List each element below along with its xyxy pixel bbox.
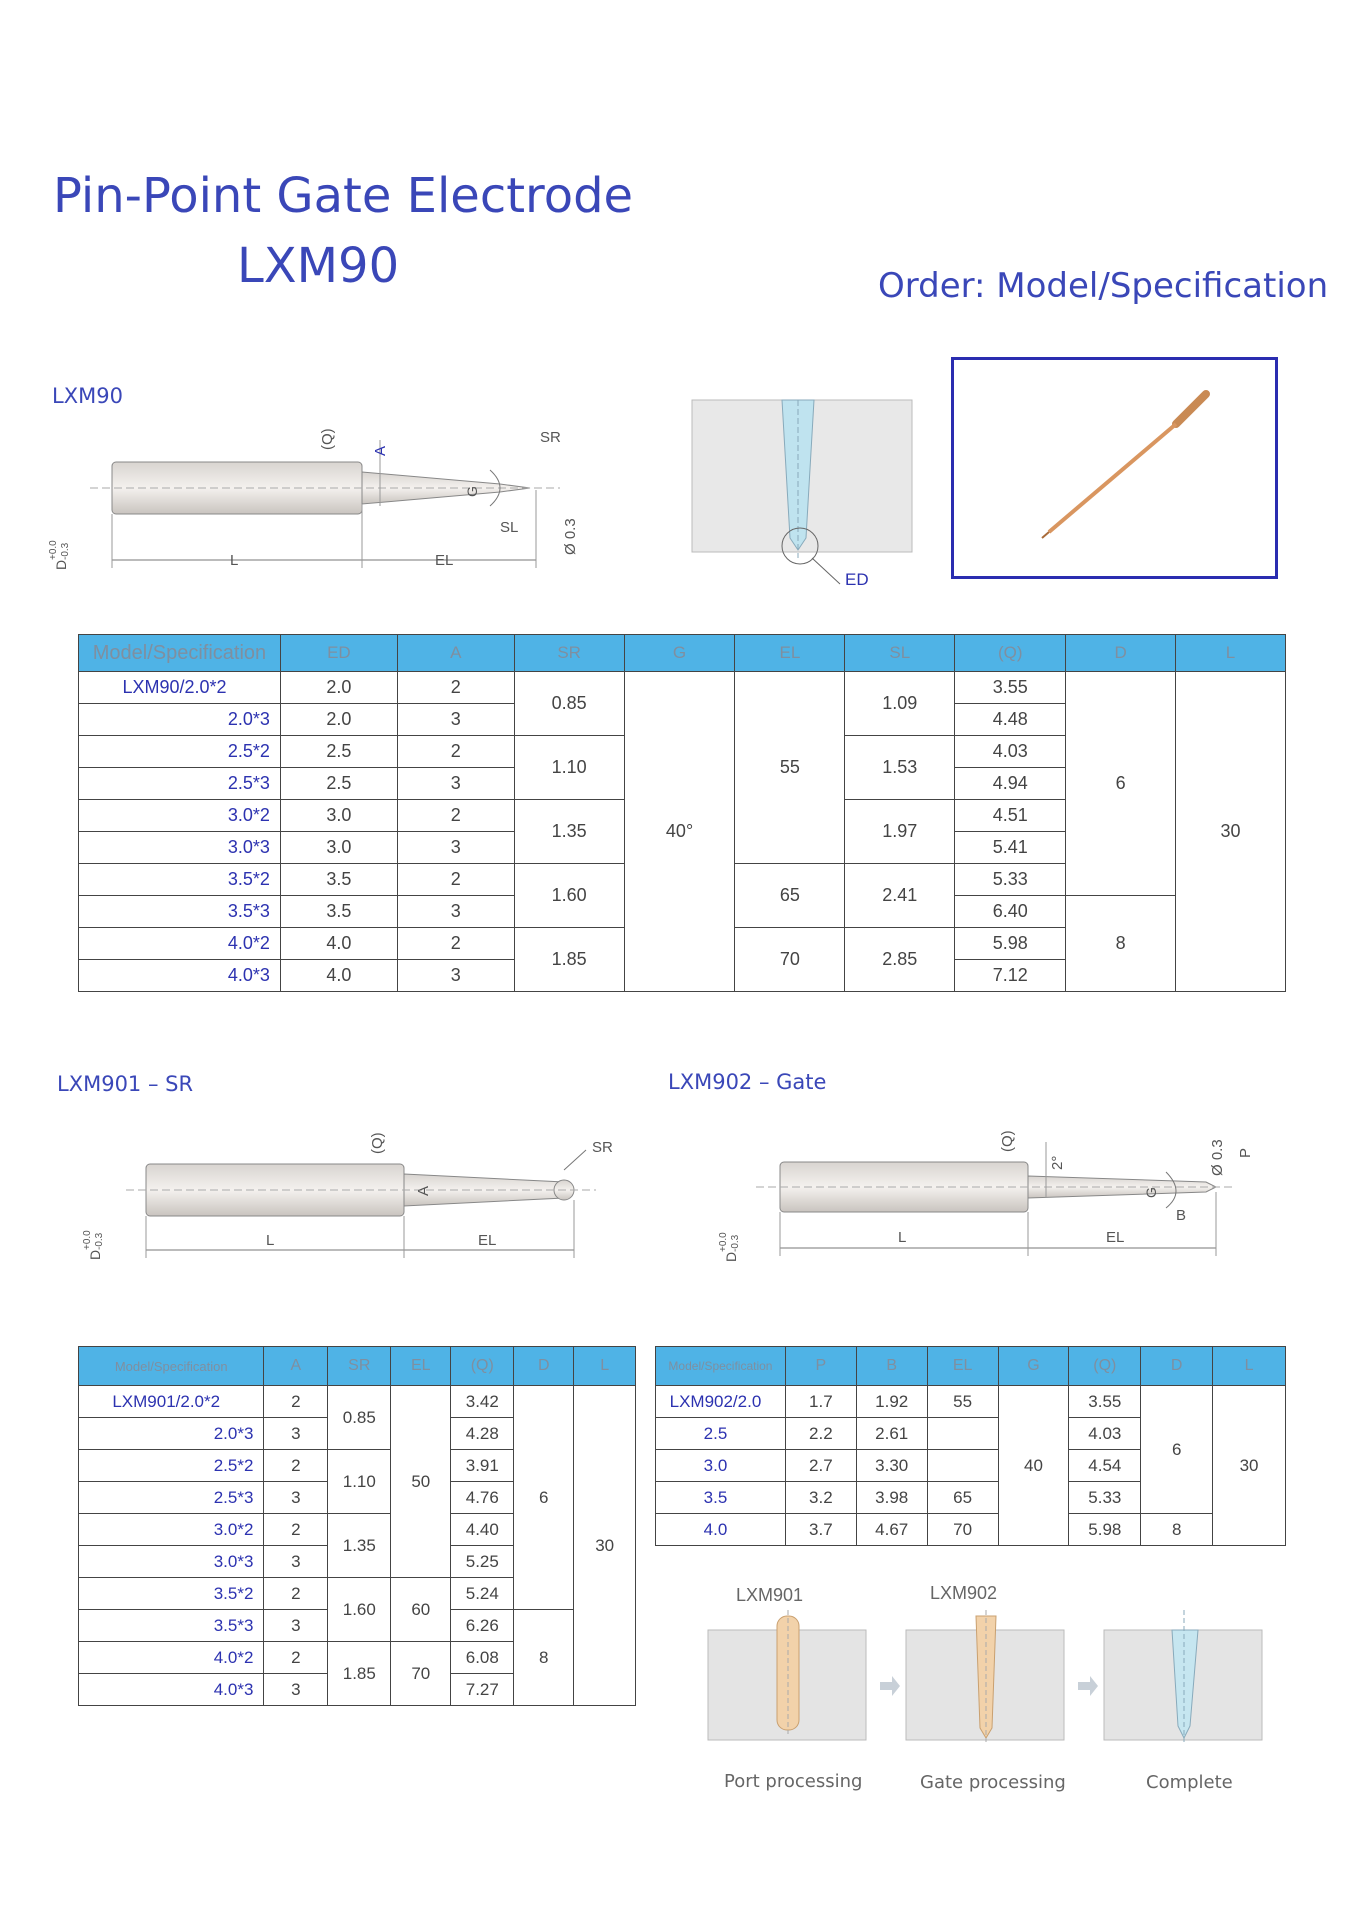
a-cell: 3 xyxy=(397,768,514,800)
lxm902-spec-table xyxy=(655,1346,1286,1546)
el-cell xyxy=(927,1418,998,1450)
d-cell: 6 xyxy=(514,1386,574,1610)
g-cell: 40 xyxy=(998,1386,1069,1546)
q-cell: 5.98 xyxy=(955,928,1066,960)
lxm901-label-q: (Q) xyxy=(369,1132,386,1154)
order-note: Order: Model/Specification xyxy=(878,266,1329,306)
lxm901-drawing xyxy=(82,1120,626,1280)
column-header: L xyxy=(1176,635,1286,672)
model-cell: 3.5*2 xyxy=(79,864,281,896)
sl-cell: 1.53 xyxy=(845,736,955,800)
caption-complete: Complete xyxy=(1146,1772,1233,1793)
lxm902-label-q: (Q) xyxy=(999,1130,1016,1152)
model-cell: 3.0 xyxy=(656,1450,786,1482)
a-cell: 2 xyxy=(397,864,514,896)
page-subtitle: LXM90 xyxy=(237,238,400,294)
table-row xyxy=(656,1514,1286,1546)
el-cell: 70 xyxy=(391,1642,451,1706)
q-cell: 4.28 xyxy=(451,1418,514,1450)
a-cell: 2 xyxy=(397,672,514,704)
q-cell: 3.42 xyxy=(451,1386,514,1418)
lxm90-label-g: G xyxy=(464,486,480,497)
ed-cell: 2.5 xyxy=(280,736,397,768)
el-cell: 60 xyxy=(391,1578,451,1642)
lxm90-label-q: (Q) xyxy=(319,428,336,450)
q-cell: 4.94 xyxy=(955,768,1066,800)
sl-cell: 2.85 xyxy=(845,928,955,992)
caption-gate-processing: Gate processing xyxy=(920,1772,1066,1793)
caption-port-processing: Port processing xyxy=(724,1771,863,1792)
d-cell: 8 xyxy=(1141,1514,1213,1546)
el-cell xyxy=(927,1450,998,1482)
column-header: L xyxy=(1213,1347,1286,1386)
section-view-label-ed: ED xyxy=(845,570,869,589)
column-header: D xyxy=(514,1347,574,1386)
lxm901-label-d-tol-bottom: -0.3 xyxy=(94,1232,105,1250)
sr-cell: 1.35 xyxy=(328,1514,391,1578)
p-cell: 2.7 xyxy=(785,1450,856,1482)
table-header-row xyxy=(656,1347,1286,1386)
lxm902-label-d-tol-top: +0.0 xyxy=(718,1232,729,1252)
a-cell: 3 xyxy=(264,1482,328,1514)
lxm901-label-sr: SR xyxy=(592,1139,613,1156)
a-cell: 2 xyxy=(397,800,514,832)
ed-cell: 4.0 xyxy=(280,928,397,960)
q-cell: 4.03 xyxy=(955,736,1066,768)
column-header: A xyxy=(264,1347,328,1386)
lxm90-label-sl: SL xyxy=(500,519,519,536)
sr-cell: 1.85 xyxy=(514,928,624,992)
p-cell: 3.7 xyxy=(785,1514,856,1546)
column-header: D xyxy=(1141,1347,1213,1386)
column-header: A xyxy=(397,635,514,672)
q-cell: 5.25 xyxy=(451,1546,514,1578)
lxm90-label-d-tol-bottom: -0.3 xyxy=(60,542,71,560)
a-cell: 3 xyxy=(397,960,514,992)
q-cell: 5.98 xyxy=(1069,1514,1141,1546)
lxm90-label-el: EL xyxy=(435,552,454,569)
model-cell: 2.0*3 xyxy=(79,704,281,736)
table-row xyxy=(656,1386,1286,1418)
q-cell: 4.40 xyxy=(451,1514,514,1546)
d-cell: 8 xyxy=(514,1610,574,1706)
a-cell: 3 xyxy=(264,1610,328,1642)
sr-cell: 1.35 xyxy=(514,800,624,864)
q-cell: 7.27 xyxy=(451,1674,514,1706)
arrow-right-icon xyxy=(880,1676,900,1696)
q-cell: 5.33 xyxy=(955,864,1066,896)
section-label-lxm901: LXM901 – SR xyxy=(57,1072,194,1096)
b-cell: 4.67 xyxy=(856,1514,927,1546)
a-cell: 2 xyxy=(397,928,514,960)
section-label-lxm902: LXM902 – Gate xyxy=(668,1070,827,1094)
table-header-row xyxy=(79,1347,636,1386)
column-header: EL xyxy=(927,1347,998,1386)
ed-cell: 3.0 xyxy=(280,832,397,864)
lxm901-spec-table xyxy=(78,1346,636,1706)
a-cell: 3 xyxy=(264,1546,328,1578)
q-cell: 3.55 xyxy=(955,672,1066,704)
lxm902-label-g: G xyxy=(1143,1187,1159,1198)
column-header: Model/Specification xyxy=(656,1347,786,1386)
column-header: Model/Specification xyxy=(79,1347,264,1386)
sl-cell: 2.41 xyxy=(845,864,955,928)
b-cell: 2.61 xyxy=(856,1418,927,1450)
sr-cell: 0.85 xyxy=(328,1386,391,1450)
model-cell: 3.0*3 xyxy=(79,1546,264,1578)
ed-cell: 3.0 xyxy=(280,800,397,832)
lxm902-label-dia: Ø 0.3 xyxy=(1209,1139,1226,1176)
model-cell: 2.5*3 xyxy=(79,768,281,800)
lxm90-label-dia: Ø 0.3 xyxy=(562,518,579,555)
lxm901-label-d: D xyxy=(87,1249,103,1260)
d-cell: 6 xyxy=(1141,1386,1213,1514)
table-row xyxy=(79,672,1286,704)
arrow-right-icon xyxy=(1078,1676,1098,1696)
ed-cell: 3.5 xyxy=(280,896,397,928)
lxm902-label-l: L xyxy=(898,1229,907,1246)
product-photo xyxy=(951,357,1278,579)
model-cell: LXM90/2.0*2 xyxy=(79,672,281,704)
el-cell: 65 xyxy=(927,1482,998,1514)
lxm90-label-d: D xyxy=(53,559,69,570)
column-header: ED xyxy=(280,635,397,672)
lxm902-label-el: EL xyxy=(1106,1229,1125,1246)
lxm90-drawing xyxy=(48,420,600,580)
model-cell: 2.5 xyxy=(656,1418,786,1450)
el-cell: 65 xyxy=(735,864,845,928)
process-diagram xyxy=(706,1610,1266,1770)
q-cell: 5.33 xyxy=(1069,1482,1141,1514)
q-cell: 7.12 xyxy=(955,960,1066,992)
electrode-photo-icon xyxy=(954,360,1275,576)
lxm902-label-angle: 2° xyxy=(1049,1155,1066,1170)
el-cell: 70 xyxy=(927,1514,998,1546)
q-cell: 4.54 xyxy=(1069,1450,1141,1482)
lxm90-label-l: L xyxy=(230,552,239,569)
page-title: Pin-Point Gate Electrode xyxy=(53,168,634,224)
b-cell: 3.30 xyxy=(856,1450,927,1482)
p-cell: 3.2 xyxy=(785,1482,856,1514)
q-cell: 5.41 xyxy=(955,832,1066,864)
model-cell: 4.0*2 xyxy=(79,928,281,960)
table-row xyxy=(79,1386,636,1418)
lxm901-label-l: L xyxy=(266,1232,275,1249)
sr-cell: 1.10 xyxy=(514,736,624,800)
ed-cell: 2.5 xyxy=(280,768,397,800)
q-cell: 4.51 xyxy=(955,800,1066,832)
section-view-drawing xyxy=(690,398,930,598)
lxm90-label-a: A xyxy=(372,445,389,456)
process-step2-label: LXM902 xyxy=(930,1583,998,1603)
sr-cell: 1.60 xyxy=(514,864,624,928)
table-header-row xyxy=(79,635,1286,672)
a-cell: 3 xyxy=(397,832,514,864)
column-header: D xyxy=(1066,635,1176,672)
b-cell: 3.98 xyxy=(856,1482,927,1514)
model-cell: 4.0*2 xyxy=(79,1642,264,1674)
ed-cell: 3.5 xyxy=(280,864,397,896)
a-cell: 3 xyxy=(264,1418,328,1450)
lxm90-label-d-tol-top: +0.0 xyxy=(48,540,59,560)
lxm901-label-d-tol-top: +0.0 xyxy=(82,1230,93,1250)
lxm90-spec-table xyxy=(78,634,1286,992)
column-header: (Q) xyxy=(1069,1347,1141,1386)
model-cell: 2.0*3 xyxy=(79,1418,264,1450)
column-header: (Q) xyxy=(451,1347,514,1386)
sr-cell: 1.85 xyxy=(328,1642,391,1706)
q-cell: 6.40 xyxy=(955,896,1066,928)
a-cell: 3 xyxy=(264,1674,328,1706)
b-cell: 1.92 xyxy=(856,1386,927,1418)
model-cell: 4.0*3 xyxy=(79,960,281,992)
model-cell: 3.0*3 xyxy=(79,832,281,864)
a-cell: 3 xyxy=(397,704,514,736)
q-cell: 3.55 xyxy=(1069,1386,1141,1418)
lxm902-label-b: B xyxy=(1176,1207,1187,1224)
model-cell: 3.0*2 xyxy=(79,1514,264,1546)
a-cell: 3 xyxy=(397,896,514,928)
a-cell: 2 xyxy=(397,736,514,768)
model-cell: 3.5*2 xyxy=(79,1578,264,1610)
l-cell: 30 xyxy=(574,1386,636,1706)
model-cell: LXM902/2.0 xyxy=(656,1386,786,1418)
ed-cell: 2.0 xyxy=(280,672,397,704)
d-cell: 6 xyxy=(1066,672,1176,896)
model-cell: 3.5*3 xyxy=(79,1610,264,1642)
a-cell: 2 xyxy=(264,1450,328,1482)
column-header: L xyxy=(574,1347,636,1386)
a-cell: 2 xyxy=(264,1514,328,1546)
column-header: P xyxy=(785,1347,856,1386)
el-cell: 50 xyxy=(391,1386,451,1578)
lxm901-label-el: EL xyxy=(478,1232,497,1249)
column-header: B xyxy=(856,1347,927,1386)
model-cell: 3.5*3 xyxy=(79,896,281,928)
d-cell: 8 xyxy=(1066,896,1176,992)
model-cell: 3.0*2 xyxy=(79,800,281,832)
model-cell: LXM901/2.0*2 xyxy=(79,1386,264,1418)
q-cell: 4.48 xyxy=(955,704,1066,736)
column-header: EL xyxy=(735,635,845,672)
g-cell: 40° xyxy=(624,672,735,992)
el-cell: 55 xyxy=(735,672,845,864)
column-header: SL xyxy=(845,635,955,672)
lxm902-label-d: D xyxy=(723,1251,739,1262)
sr-cell: 1.60 xyxy=(328,1578,391,1642)
column-header: SR xyxy=(328,1347,391,1386)
column-header: SR xyxy=(514,635,624,672)
q-cell: 5.24 xyxy=(451,1578,514,1610)
model-cell: 3.5 xyxy=(656,1482,786,1514)
column-header: G xyxy=(998,1347,1069,1386)
section-label-lxm90: LXM90 xyxy=(52,384,123,408)
lxm902-label-d-tol-bottom: -0.3 xyxy=(730,1234,741,1252)
q-cell: 6.08 xyxy=(451,1642,514,1674)
lxm902-drawing xyxy=(716,1112,1276,1272)
column-header: Model/Specification xyxy=(79,635,281,672)
sr-cell: 0.85 xyxy=(514,672,624,736)
q-cell: 4.03 xyxy=(1069,1418,1141,1450)
column-header: G xyxy=(624,635,735,672)
a-cell: 2 xyxy=(264,1578,328,1610)
sl-cell: 1.97 xyxy=(845,800,955,864)
process-step1-label: LXM901 xyxy=(736,1585,804,1605)
model-cell: 2.5*2 xyxy=(79,1450,264,1482)
model-cell: 2.5*3 xyxy=(79,1482,264,1514)
a-cell: 2 xyxy=(264,1642,328,1674)
column-header: EL xyxy=(391,1347,451,1386)
sr-cell: 1.10 xyxy=(328,1450,391,1514)
model-cell: 4.0 xyxy=(656,1514,786,1546)
l-cell: 30 xyxy=(1176,672,1286,992)
lxm90-label-sr: SR xyxy=(540,429,561,446)
sl-cell: 1.09 xyxy=(845,672,955,736)
model-cell: 4.0*3 xyxy=(79,1674,264,1706)
a-cell: 2 xyxy=(264,1386,328,1418)
q-cell: 6.26 xyxy=(451,1610,514,1642)
q-cell: 3.91 xyxy=(451,1450,514,1482)
p-cell: 2.2 xyxy=(785,1418,856,1450)
el-cell: 55 xyxy=(927,1386,998,1418)
model-cell: 2.5*2 xyxy=(79,736,281,768)
lxm901-label-a: A xyxy=(415,1185,432,1196)
p-cell: 1.7 xyxy=(785,1386,856,1418)
el-cell: 70 xyxy=(735,928,845,992)
ed-cell: 4.0 xyxy=(280,960,397,992)
q-cell: 4.76 xyxy=(451,1482,514,1514)
ed-cell: 2.0 xyxy=(280,704,397,736)
l-cell: 30 xyxy=(1213,1386,1286,1546)
column-header: (Q) xyxy=(955,635,1066,672)
lxm902-label-p: P xyxy=(1237,1147,1254,1158)
